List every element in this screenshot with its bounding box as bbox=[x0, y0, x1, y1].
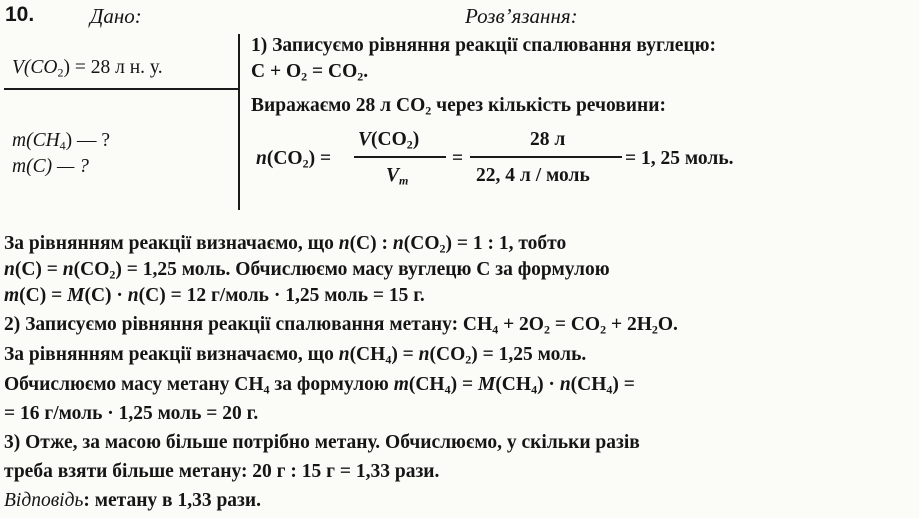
formula-denominator-molar-volume: $V_m$ bbox=[386, 165, 409, 188]
carbon-combustion-equation: $C + O_2 = CO_2$. bbox=[251, 61, 369, 84]
body-line-6: Обчислюємо масу метану $CH_4$ за формулою $m(CH_4) = M(CH_4) \cdot n(CH_4)$ = bbox=[4, 374, 635, 397]
solution-title: Розв’язання: bbox=[465, 4, 578, 28]
formula-equals: = bbox=[452, 148, 464, 169]
fraction-bar-2 bbox=[470, 156, 622, 158]
body-line-8: 3) Отже, за масою більше потрібно метану. Обчислюємо, у скільки разів bbox=[4, 432, 640, 453]
body-line-1: За рівнянням реакції визначаємо, що n(C) : $n(CO_2) = 1$ : 1, тобто bbox=[4, 233, 567, 256]
formula-result: = 1, 25 моль. bbox=[625, 148, 734, 169]
body-line-9: треба взяти більше метану: 20 г : 15 г = 1,33 рази. bbox=[4, 461, 440, 482]
problem-number: 10. bbox=[5, 3, 35, 26]
given-volume: $V(CO_2) = 28$ л н. у. bbox=[12, 57, 163, 80]
given-divider bbox=[4, 88, 238, 90]
given-title: Дано: bbox=[90, 4, 142, 28]
step1-title: 1) Записуємо рівняння реакції спалювання вуглецю: bbox=[251, 35, 717, 56]
answer-line: Відповідь: метану в 1,33 рази. bbox=[4, 490, 262, 511]
formula-denominator-224: 22, 4 л / моль bbox=[476, 165, 590, 186]
body-line-3: m(C) = M(C) · n(C) = 12 г/моль · 1,25 моль = 15 г. bbox=[4, 285, 425, 306]
body-line-5: За рівнянням реакції визначаємо, що $n(CH_4) = n(CO_2) = 1,25$ моль. bbox=[4, 344, 587, 367]
body-line-7: = 16 г/моль · 1,25 моль = 20 г. bbox=[4, 403, 259, 424]
body-line-4: 2) Записуємо рівняння реакції спалювання метану: $CH_4 + 2O_2 = CO_2 + 2H_2O$. bbox=[4, 314, 678, 337]
formula-lhs: $n(CO_2)$ = bbox=[256, 148, 332, 171]
fraction-bar-1 bbox=[354, 156, 446, 158]
formula-numerator-volume: $V(CO_2)$ bbox=[358, 129, 420, 152]
given-solution-divider bbox=[238, 34, 240, 210]
express-volume-line: Виражаємо 28 л $CO_2$ через кількість речовини: bbox=[251, 95, 666, 118]
formula-numerator-28: 28 л bbox=[530, 129, 566, 150]
find-methane-mass: $m(CH_4)$ — ? bbox=[12, 130, 111, 153]
body-line-2: $n(C) = n(CO_2) = 1,25$ моль. Обчислюємо масу вуглецю C за формулою bbox=[4, 259, 610, 282]
find-carbon-mass: m(C) — ? bbox=[12, 156, 89, 177]
